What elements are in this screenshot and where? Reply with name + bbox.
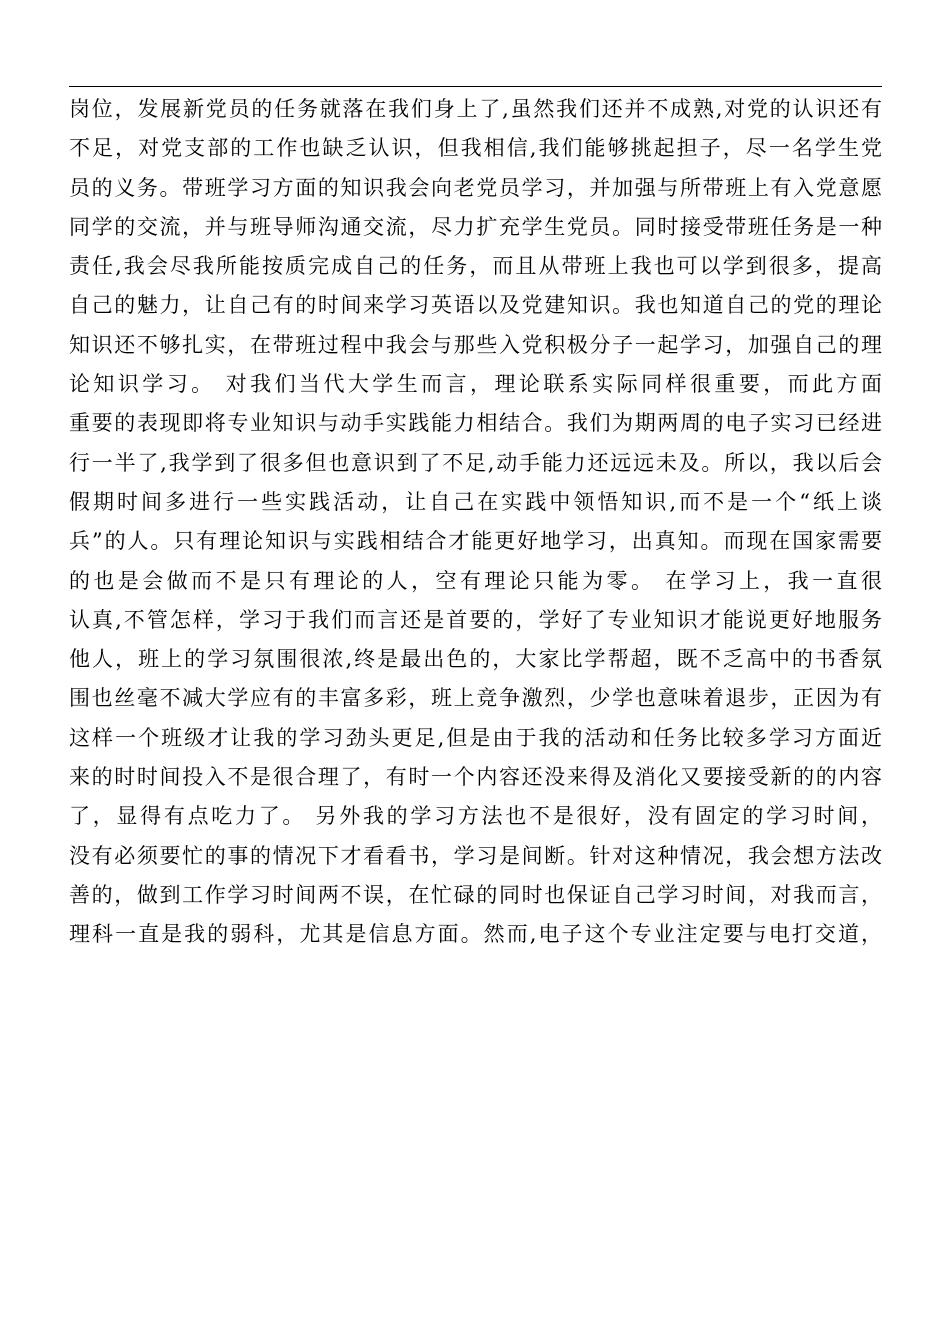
- text-line: 兵”的人。只有理论知识与实践相结合才能更好地学习，出真知。而现在国家需要: [69, 529, 882, 554]
- text-line: 岗位，发展新党员的任务就落在我们身上了,虽然我们还并不成熟,对党的认识还有: [69, 97, 882, 121]
- text-line: 围也丝毫不减大学应有的丰富多彩，班上竞争激烈，少学也意味着退步，正因为有: [69, 686, 882, 711]
- text-line: 责任,我会尽我所能按质完成自己的任务，而且从带班上我也可以学到很多，提高: [69, 254, 882, 279]
- text-line: 他人，班上的学习氛围很浓,终是最出色的，大家比学帮超，既不乏高中的书香氛: [69, 647, 882, 672]
- text-line: 了，显得有点吃力了。 另外我的学习方法也不是很好，没有固定的学习时间，: [69, 804, 882, 829]
- text-line: 行一半了,我学到了很多但也意识到了不足,动手能力还远远未及。所以，我以后会: [69, 450, 882, 475]
- text-line: 的也是会做而不是只有理论的人，空有理论只能为零。 在学习上，我一直很: [69, 568, 882, 593]
- text-line: 没有必须要忙的事的情况下才看看书，学习是间断。针对这种情况，我会想方法改: [69, 843, 882, 868]
- text-line: 假期时间多进行一些实践活动，让自己在实践中领悟知识,而不是一个“纸上谈: [69, 489, 882, 514]
- text-line: 认真,不管怎样，学习于我们而言还是首要的，学好了专业知识才能说更好地服务: [69, 607, 882, 632]
- text-line: 理科一直是我的弱科，尤其是信息方面。然而,电子这个专业注定要与电打交道，: [69, 922, 882, 947]
- text-line: 这样一个班级才让我的学习劲头更足,但是由于我的活动和任务比较多学习方面近: [69, 725, 882, 750]
- text-line: 员的义务。带班学习方面的知识我会向老党员学习，并加强与所带班上有入党意愿: [69, 175, 882, 200]
- text-line: 善的，做到工作学习时间两不误，在忙碌的同时也保证自己学习时间，对我而言，: [69, 882, 882, 907]
- text-line: 重要的表现即将专业知识与动手实践能力相结合。我们为期两周的电子实习已经进: [69, 411, 882, 436]
- text-line: 知识还不够扎实，在带班过程中我会与那些入党积极分子一起学习，加强自己的理: [69, 332, 882, 357]
- text-line: 论知识学习。 对我们当代大学生而言，理论联系实际同样很重要，而此方面: [69, 372, 882, 397]
- text-line: 不足，对党支部的工作也缺乏认识，但我相信,我们能够挑起担子，尽一名学生党: [69, 136, 882, 161]
- text-line: 自己的魅力，让自己有的时间来学习英语以及党建知识。我也知道自己的党的理论: [69, 293, 882, 318]
- text-line: 同学的交流，并与班导师沟通交流，尽力扩充学生党员。同时接受带班任务是一种: [69, 214, 882, 239]
- text-line: 来的时时间投入不是很合理了，有时一个内容还没来得及消化又要接受新的的内容: [69, 765, 882, 790]
- body-text: [69, 90, 882, 955]
- header-rule: [69, 86, 882, 87]
